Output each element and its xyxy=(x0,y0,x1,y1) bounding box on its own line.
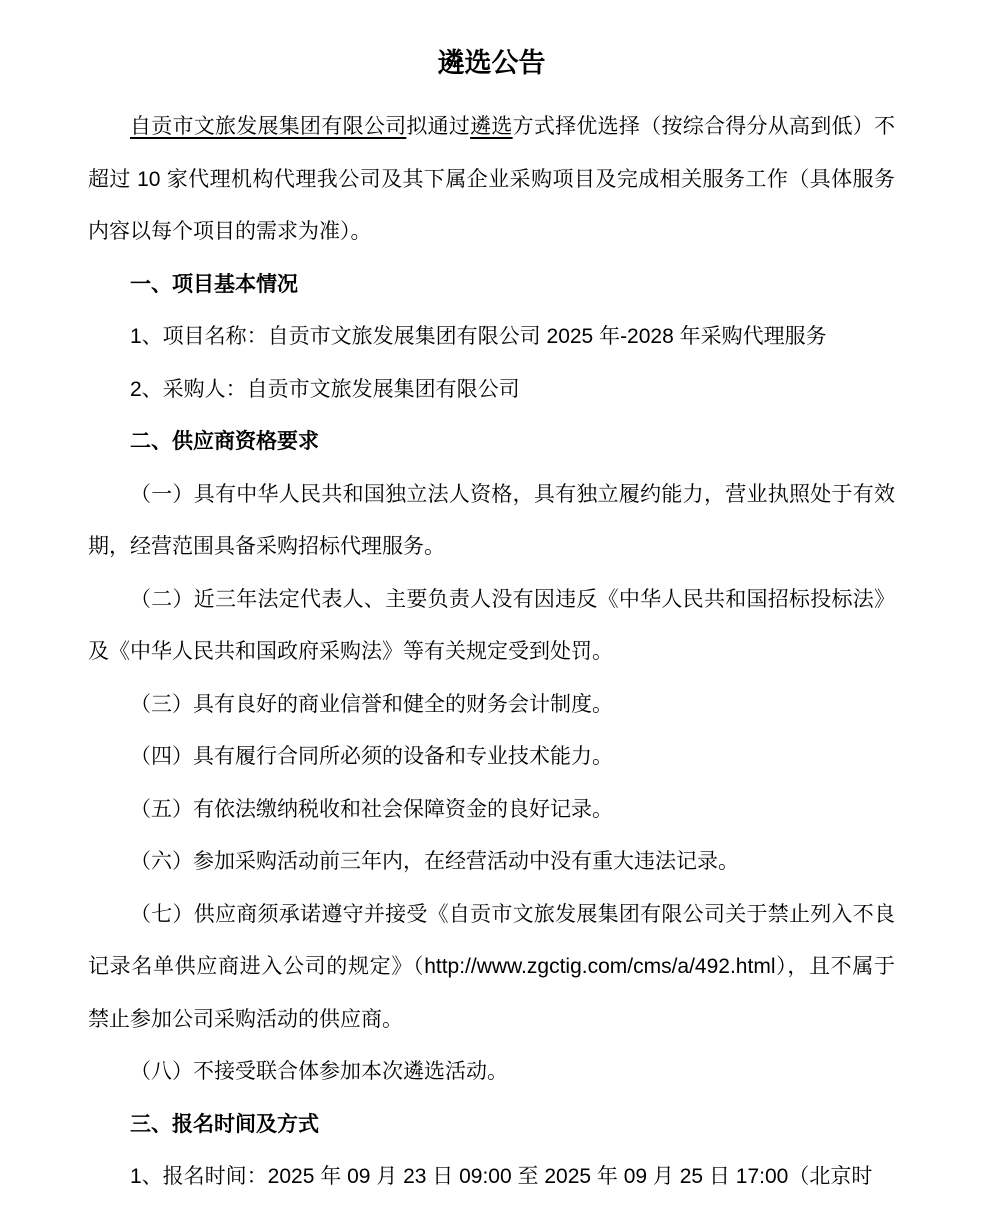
registration-time-paragraph: 1、报名时间：2025 年 09 月 23 日 09:00 至 2025 年 09 月 25 日 17:00（北京时 xyxy=(130,1165,873,1188)
qualification-item-6: （六）参加采购活动前三年内，在经营活动中没有重大违法记录。 xyxy=(130,850,739,873)
section-heading-project-basic-info: 一、项目基本情况 xyxy=(130,272,298,296)
section-heading-registration-time: 三、报名时间及方式 xyxy=(130,1112,319,1136)
qualification-item-5: （五）有依法缴纳税收和社会保障资金的良好记录。 xyxy=(130,797,613,821)
qualification-item-8: （八）不接受联合体参加本次遴选活动。 xyxy=(130,1060,508,1083)
intro-rest-text: 方式择优选择（按综合得分从高到低）不超过 10 家代理机构代理我公司及其下属企业采购项目及完成相关服务工作（具体服务内容以每个项目的需求为准）。 xyxy=(88,115,896,243)
intro-connector-text: 拟通过 xyxy=(406,115,471,138)
qualification-item-3: （三）具有良好的商业信誉和健全的财务会计制度。 xyxy=(130,692,613,716)
document-title: 遴选公告 xyxy=(437,48,546,78)
section-heading-supplier-qualifications: 二、供应商资格要求 xyxy=(130,430,319,453)
company-name-underlined: 自贡市文旅发展集团有限公司 xyxy=(130,115,407,138)
selection-method-underlined: 遴选 xyxy=(470,115,513,138)
intro-paragraph xyxy=(88,101,895,259)
qualification-item-2: （二）近三年法定代表人、主要负责人没有因违反《中华人民共和国招标投标法》及《中华人民共和国政府采购法》等有关规定受到处罚。 xyxy=(88,587,895,663)
qualification-item-1: （一）具有中华人民共和国独立法人资格，具有独立履约能力，营业执照处于有效期，经营范围具备采购招标代理服务。 xyxy=(88,482,895,558)
qualification-item-7: （七）供应商须承诺遵守并接受《自贡市文旅发展集团有限公司关于禁止列入不良记录名单供应商进入公司的规定》（http://www.zgctig.com/cms/a/492.html），且不属于禁止参加公司采购活动的供应商。 xyxy=(88,902,895,1031)
project-name-paragraph: 1、项目名称：自贡市文旅发展集团有限公司 2025 年-2028 年采购代理服务 xyxy=(130,325,827,348)
purchaser-paragraph: 2、采购人：自贡市文旅发展集团有限公司 xyxy=(130,377,520,401)
qualification-item-4: （四）具有履行合同所必须的设备和专业技术能力。 xyxy=(130,745,613,768)
